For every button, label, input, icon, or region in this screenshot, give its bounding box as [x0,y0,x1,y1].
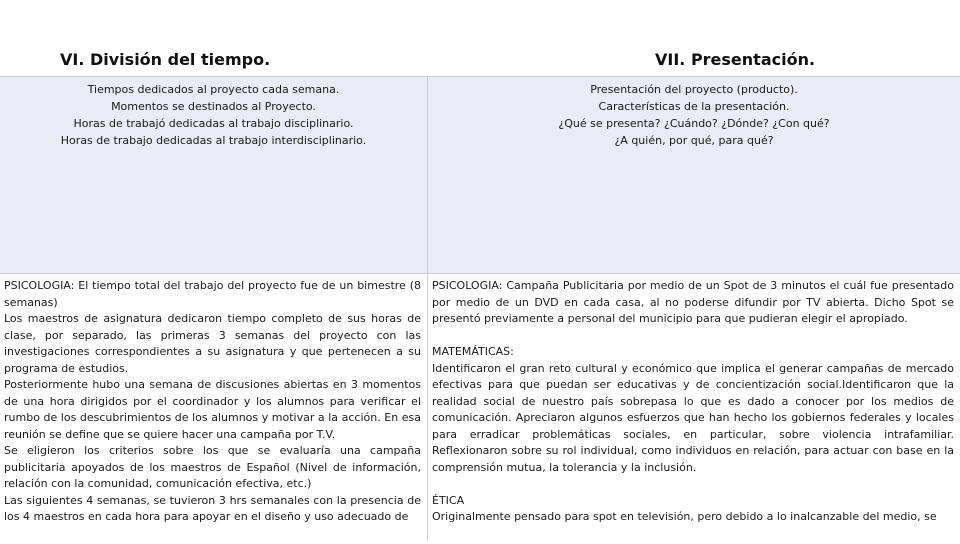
prompt-line: Características de la presentación. [598,100,790,113]
paragraph-matematicas: Identificaron el gran reto cultural y económico que implica el generar campañas de mercado efectivas para que puedan ser educativas y de concientización social.Identificaron que la realidad social de nuestro país sobrepasa lo que es dado a conocer por los medios de comunicación. Apreciaron algunos esfuerzos que han hecho los gobiernos federales y locales para erradicar problemáticas sociales, en particular, sobre violencia intrafamiliar. Reflexionaron sobre su rol individual, como individuos en relación, para actuar con base en la comprensión mutua, la tolerancia y la inclusión. [432,361,954,474]
prompt-line: Horas de trabajó dedicadas al trabajo disciplinario. [73,117,354,130]
prompt-list-right [428,81,960,149]
prompt-line: Momentos se destinados al Proyecto. [111,100,316,113]
answer-text-left [0,274,427,526]
paragraph: Se eligieron los criterios sobre los que se evaluaría una campaña publicitaria apoyados de los maestros de Español (Nivel de información, relación con la comunidad, comunicación efectiva, etc.) [4,444,421,490]
prompt-line: Presentación del proyecto (producto). [590,83,798,96]
cell-prompts-presentacion [428,77,960,273]
content-table [0,76,960,541]
answer-text-right [428,274,960,526]
prompt-line: Tiempos dedicados al proyecto cada semana. [87,83,340,96]
spacer [432,476,954,493]
paragraph: Las siguientes 4 semanas, se tuvieron 3 hrs semanales con la presencia de los 4 maestros en cada hora para apoyar en el diseño y uso adecuado de [4,493,421,523]
cell-answer-presentacion [428,274,960,544]
paragraph: Posteriormente hubo una semana de discusiones abiertas en 3 momentos de una hora dirigidos por el coordinador y los alumnos para verificar el rumbo de los descubrimientos de los alumnos y motivar a la acción. En esa reunión se define que se quiere hacer una campaña por T.V. [4,378,421,441]
paragraph-etica: Originalmente pensado para spot en televisión, pero debido a lo inalcanzable del medio, se [432,510,937,523]
section-heading-division-tiempo: VI. División del tiempo. [60,50,271,69]
prompt-line: ¿Qué se presenta? ¿Cuándo? ¿Dónde? ¿Con qué? [558,117,830,130]
paragraph: PSICOLOGIA: El tiempo total del trabajo del proyecto fue de un bimestre (8 semanas) [4,279,421,309]
cell-answer-division-tiempo [0,274,427,544]
prompt-line: ¿A quién, por qué, para qué? [614,134,774,147]
cell-prompts-division-tiempo [0,77,427,273]
subheading-matematicas: MATEMÁTICAS: [432,345,514,358]
paragraph-psicologia: PSICOLOGIA: Campaña Publicitaria por medio de un Spot de 3 minutos el cuál fue presentado por medio de un DVD en cada casa, al no poderse difundir por TV abierta. Dicho Spot se presentó previamente a personal del municipio para que pudieran elegir el apropiado. [432,279,954,325]
subheading-etica: ÉTICA [432,493,465,507]
prompt-line: Horas de trabajo dedicadas al trabajo interdisciplinario. [60,134,367,147]
spacer [432,328,954,345]
prompt-list-left [0,81,427,149]
paragraph: Los maestros de asignatura dedicaron tiempo completo de sus horas de clase, por separado, las primeras 3 semanas del proyecto con las investigaciones correspondientes a su asignatura y que pertenecen a su programa de estudios. [4,312,421,375]
row-divider [0,273,960,274]
column-divider [427,77,428,541]
section-heading-presentacion: VII. Presentación. [655,50,816,69]
